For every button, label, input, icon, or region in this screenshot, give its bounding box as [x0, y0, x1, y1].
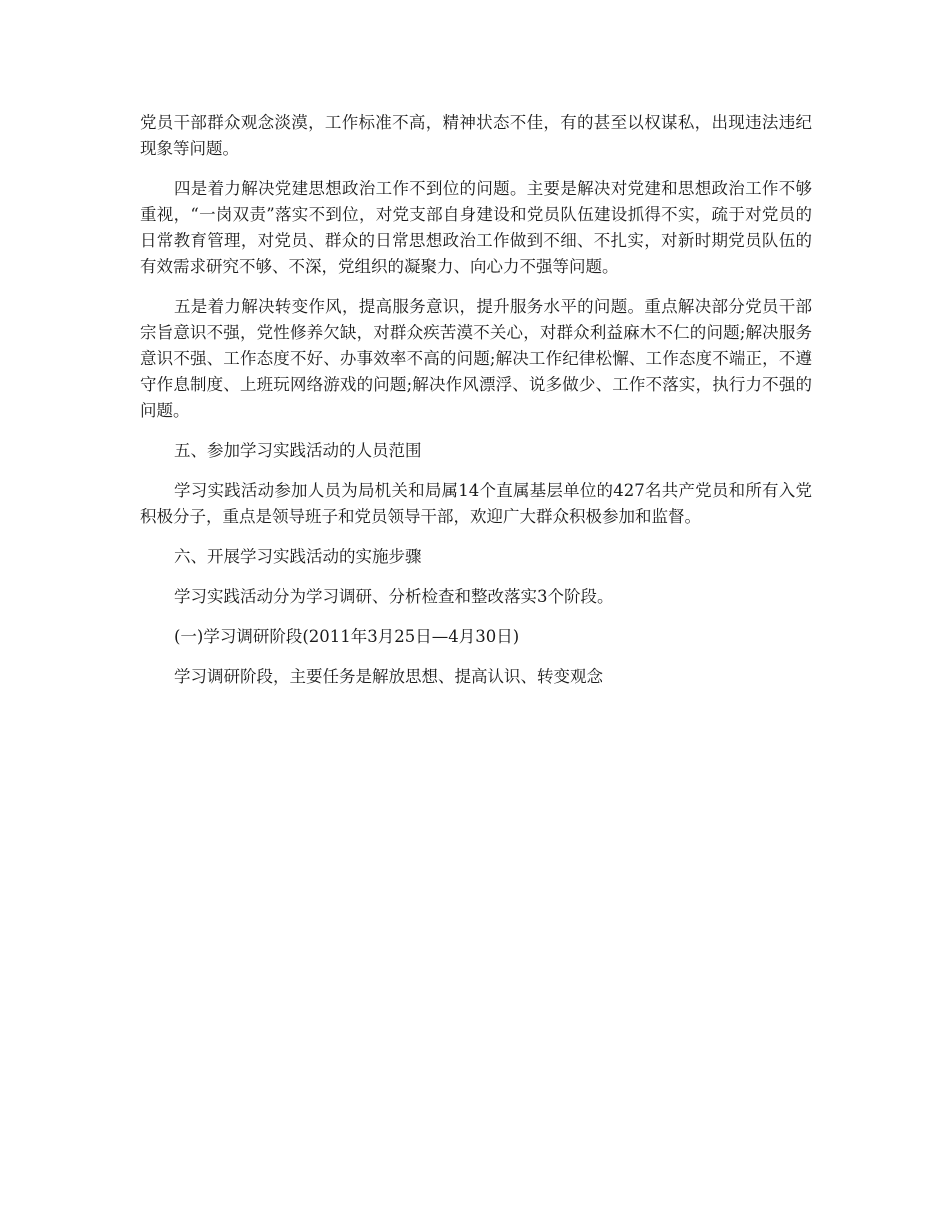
- section-heading-steps: 六、开展学习实践活动的实施步骤: [174, 547, 422, 566]
- paragraph-continued-problems: 党员干部群众观念淡漠，工作标准不高，精神状态不佳，有的甚至以权谋私，出现违法违纪现象等问题。: [140, 113, 812, 158]
- paragraph-item-four: 四是着力解决党建思想政治工作不到位的问题。主要是解决对党建和思想政治工作不够重视，“一岗双责”落实不到位，对党支部自身建设和党员队伍建设抓得不实，疏于对党员的日常教育管理，对党员、群众的日常思想政治工作做到不细、不扎实，对新时期党员队伍的有效需求研究不够、不深，党组织的凝聚力、向心力不强等问题。: [140, 179, 812, 276]
- paragraph-participants: 学习实践活动参加人员为局机关和局属14个直属基层单位的427名共产党员和所有入党积极分子，重点是领导班子和党员领导干部，欢迎广大群众积极参加和监督。: [140, 481, 812, 526]
- paragraph-item-five: 五是着力解决转变作风，提高服务意识，提升服务水平的问题。重点解决部分党员干部宗旨意识不强，党性修养欠缺，对群众疾苦漠不关心，对群众利益麻木不仁的问题;解决服务意识不强、工作态度不好、办事效率不高的问题;解决工作纪律松懈、工作态度不端正，不遵守作息制度、上班玩网络游戏的问题;解决作风漂浮、说多做少、工作不落实，执行力不强的问题。: [140, 297, 812, 420]
- document-page: [140, 110, 812, 704]
- paragraph-study-stage: 学习调研阶段，主要任务是解放思想、提高认识、转变观念: [174, 667, 603, 686]
- subheading-study-stage: (一)学习调研阶段(2011年3月25日—4月30日): [174, 627, 520, 646]
- paragraph-stages: 学习实践活动分为学习调研、分析检查和整改落实3个阶段。: [174, 587, 614, 606]
- section-heading-participants: 五、参加学习实践活动的人员范围: [174, 441, 422, 460]
